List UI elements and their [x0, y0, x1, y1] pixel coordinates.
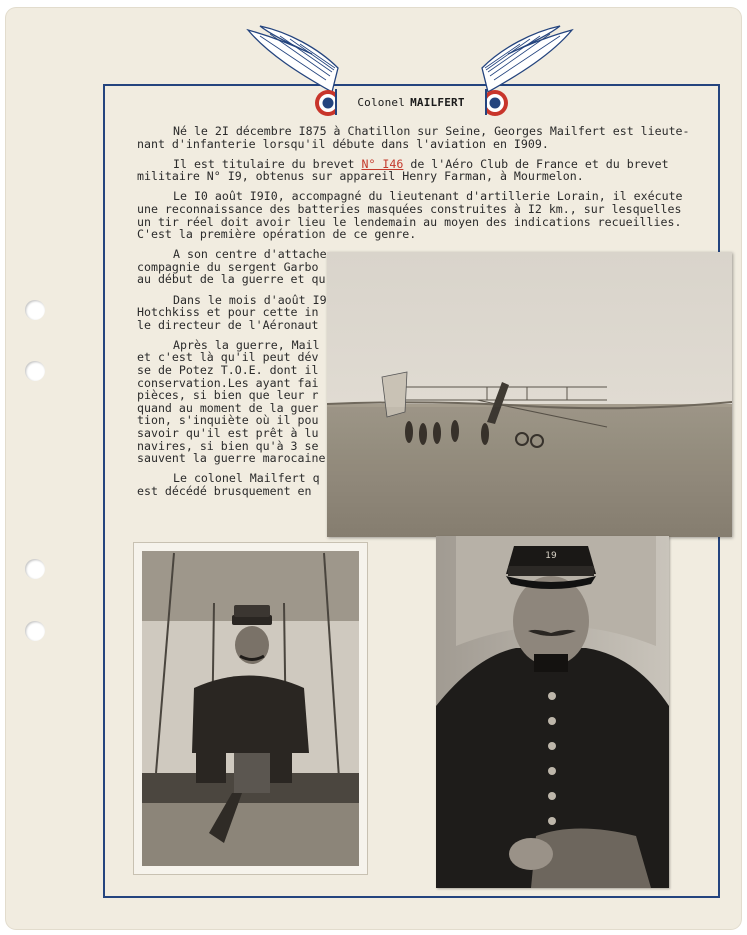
brevet-number: N° I46 [361, 156, 404, 171]
title-surname: MAILFERT [410, 95, 465, 109]
paragraph-birth: Né le 2I décembre I875 à Chatillon sur Seine, Georges Mailfert est lieute- nant d'infanterie lorsqu'il débute dans l'aviation en I909. [137, 124, 690, 151]
binder-hole [25, 559, 45, 579]
officer-portrait-photo [436, 536, 669, 888]
paragraph-reconnaissance: Le I0 août I9I0, accompagné du lieutenant d'artillerie Lorain, il exécute une reconnaissance des batteries masquées construites à I2 km., sur lesquelles un tir réel doit avoir lieu le lendemain au moyen des indications recueillies. C'est la première opération de ce genre. [137, 189, 683, 242]
paragraph-august: Dans le mois d'août I9 Hotchkiss et pour cette in le directeur de l'Aéronaut [137, 292, 327, 332]
binder-hole [25, 300, 45, 320]
biplane-airfield-photo [327, 252, 732, 537]
page-title [335, 89, 487, 115]
svg-text:19: 19 [545, 551, 557, 561]
paragraph-centre: A son centre d'attache compagnie du sergent Garbo au début de la guerre et qu [137, 247, 327, 287]
binder-hole [25, 361, 45, 381]
paragraph-death: Le colonel Mailfert q est décédé brusquement en [137, 471, 320, 498]
paragraph-postwar: Après la guerre, Mail et c'est là qu'il peut dév se de Potez T.O.E. dont il conservation.Les ayant fai pièces, si bien que leur r quand au moment de la guer tion, s'inquiète où il pou savoir qu'il est prêt à lu navires, si bien qu'à 3 se sauvent la guerre marocaine [137, 337, 326, 466]
title-rank: Colonel [357, 95, 406, 109]
wings-emblem-icon [240, 24, 580, 94]
paragraph-brevet: Il est titulaire du brevet N° I46 de l'Aéro Club de France et du brevet militaire N° I9, obtenus sur appareil Henry Farman, à Mourmelon. [137, 156, 669, 184]
pilot-in-biplane-photo [134, 543, 367, 874]
binder-hole [25, 621, 45, 641]
